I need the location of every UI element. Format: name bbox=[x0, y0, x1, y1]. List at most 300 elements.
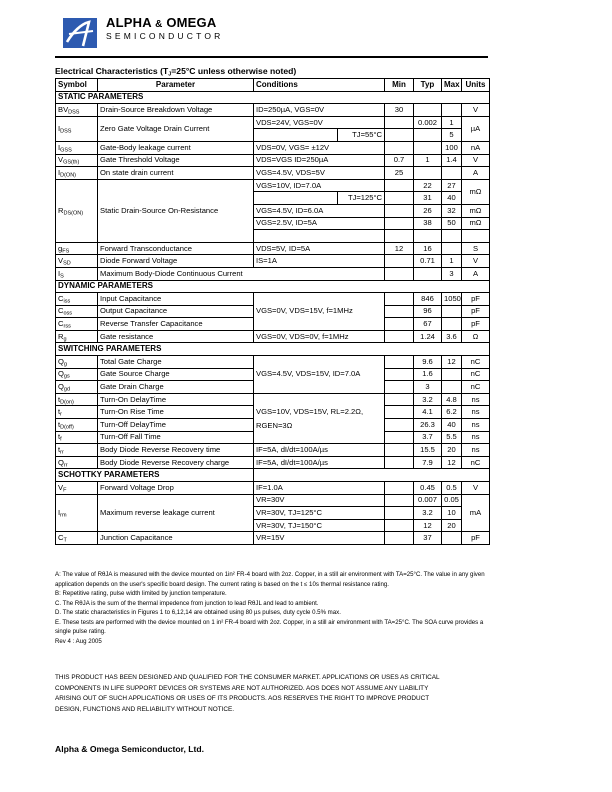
cell-text: BV bbox=[58, 104, 69, 114]
table-cell: pF bbox=[462, 318, 490, 331]
table-cell bbox=[56, 104, 98, 117]
table-cell: mA bbox=[462, 494, 490, 532]
table-cell: pF bbox=[462, 293, 490, 306]
table-cell bbox=[56, 444, 98, 457]
section-switching: SWITCHING PARAMETERS bbox=[56, 343, 490, 356]
table-cell: VR=30V, TJ=125°C bbox=[254, 507, 385, 520]
table-cell: V bbox=[462, 482, 490, 495]
table-cell: VGS=4.5V, VDS=5V bbox=[254, 167, 385, 180]
table-cell: VDS=VGS ID=250µA bbox=[254, 154, 385, 167]
note-d: D. The static characteristics in Figures 1 to 6,12,14 are obtained using 80 µs pulses, duty cycle 0.5% max. bbox=[55, 609, 341, 616]
table-cell: 3 bbox=[442, 267, 462, 280]
table-cell bbox=[56, 393, 98, 406]
table-cell: VGS=2.5V, ID=5A bbox=[254, 217, 385, 230]
cell-text: RGEN=3Ω bbox=[256, 420, 293, 430]
cell-text: I bbox=[58, 142, 61, 152]
table-cell: 20 bbox=[442, 519, 462, 532]
table-cell: Input Capacitance bbox=[98, 293, 254, 306]
table-cell: 50 bbox=[442, 217, 462, 230]
table-cell: 9.6 bbox=[414, 356, 442, 369]
table-cell bbox=[56, 431, 98, 444]
table-cell: 846 bbox=[414, 293, 442, 306]
header-divider bbox=[55, 56, 488, 58]
cell-text: R bbox=[58, 331, 64, 341]
table-cell bbox=[385, 293, 414, 306]
table-cell bbox=[414, 267, 442, 280]
table-cell: VR=15V bbox=[254, 532, 385, 545]
table-cell: VDS=24V, VGS=0V bbox=[254, 116, 385, 129]
table-cell: 30 bbox=[385, 104, 414, 117]
cell-text: I bbox=[58, 507, 61, 517]
table-cell: 1 bbox=[414, 154, 442, 167]
table-cell: pF bbox=[462, 532, 490, 545]
table-cell: Reverse Transfer Capacitance bbox=[98, 318, 254, 331]
table-cell: 4.8 bbox=[442, 393, 462, 406]
table-cell: 3.2 bbox=[414, 393, 442, 406]
table-cell: IF=5A, dI/dt=100A/µs bbox=[254, 456, 385, 469]
cell-text: rr bbox=[63, 462, 68, 469]
table-cell: On state drain current bbox=[98, 167, 254, 180]
table-cell: pF bbox=[462, 305, 490, 318]
cell-text: I bbox=[58, 167, 61, 177]
note-b: B: Repetitive rating, pulse width limited by junction temperature. bbox=[55, 590, 227, 597]
cell-text: D(off) bbox=[60, 424, 74, 431]
table-cell: IF=1.0A bbox=[254, 482, 385, 495]
table-cell: Gate Drain Charge bbox=[98, 381, 254, 394]
table-cell: 26 bbox=[414, 204, 442, 217]
cell-text: C bbox=[58, 306, 64, 316]
table-cell: VGS=0V, VDS=15V, f=1MHz bbox=[254, 293, 385, 331]
table-cell bbox=[385, 519, 414, 532]
table-cell bbox=[56, 368, 98, 381]
table-cell: 38 bbox=[414, 217, 442, 230]
col-min: Min bbox=[385, 79, 414, 92]
cell-text: T bbox=[63, 537, 67, 544]
cell-text: t bbox=[58, 445, 61, 455]
cell-text: V bbox=[58, 482, 64, 492]
table-cell bbox=[385, 456, 414, 469]
cell-text: rr bbox=[60, 449, 64, 456]
table-cell: IF=5A, dI/dt=100A/µs bbox=[254, 444, 385, 457]
cell-text: t bbox=[58, 394, 61, 404]
table-row bbox=[56, 456, 490, 469]
table-row bbox=[56, 444, 490, 457]
table-cell: V bbox=[462, 154, 490, 167]
table-cell: VGS=4.5V, ID=6.0A bbox=[254, 204, 385, 217]
brand-omega: OMEGA bbox=[166, 15, 217, 30]
table-cell: IS=1A bbox=[254, 255, 385, 268]
table-cell: ns bbox=[462, 431, 490, 444]
table-cell: Turn-On DelayTime bbox=[98, 393, 254, 406]
table-cell bbox=[385, 179, 414, 192]
table-cell bbox=[414, 141, 442, 154]
table-cell: 3 bbox=[414, 381, 442, 394]
table-cell bbox=[385, 141, 414, 154]
cell-text: gs bbox=[63, 373, 70, 380]
table-cell bbox=[385, 255, 414, 268]
table-cell: 0.45 bbox=[414, 482, 442, 495]
cell-text bbox=[56, 469, 490, 482]
cell-text: t bbox=[58, 432, 61, 442]
table-cell: 32 bbox=[442, 204, 462, 217]
table-row bbox=[56, 267, 490, 280]
company-footer: Alpha & Omega Semiconductor, Ltd. bbox=[55, 744, 204, 754]
table-cell: 40 bbox=[442, 419, 462, 432]
table-cell bbox=[462, 230, 490, 243]
table-cell bbox=[414, 129, 442, 142]
cell-text: SD bbox=[63, 260, 71, 267]
table-cell: 12 bbox=[414, 519, 442, 532]
table-cell bbox=[414, 230, 442, 243]
col-max: Max bbox=[442, 79, 462, 92]
col-parameter: Parameter bbox=[98, 79, 254, 92]
cell-text: VGS=10V, VDS=15V, RL=2.2Ω, bbox=[256, 406, 364, 416]
table-cell: µA bbox=[462, 116, 490, 141]
table-cell: TJ=125°C bbox=[338, 192, 385, 205]
table-cell: VDS=0V, VGS= ±12V bbox=[254, 141, 385, 154]
table-cell bbox=[442, 242, 462, 255]
footnotes bbox=[55, 570, 495, 646]
table-cell: mΩ bbox=[462, 204, 490, 217]
table-cell: 1.6 bbox=[414, 368, 442, 381]
table-cell: S bbox=[462, 242, 490, 255]
table-cell: 3.7 bbox=[414, 431, 442, 444]
note-a: A: The value of RθJA is measured with the device mounted on 1in² FR-4 board with 2oz. Copper, in a still air environment with TA=25°C. The value in any given application depends on the user's specific board design. The current rating is based on the t ≤ 10s thermal resistance rating. bbox=[55, 571, 485, 588]
table-cell bbox=[385, 393, 414, 406]
table-cell: Static Drain-Source On-Resistance bbox=[98, 179, 254, 242]
table-cell bbox=[442, 104, 462, 117]
cell-text: V bbox=[58, 256, 64, 266]
table-cell: ns bbox=[462, 444, 490, 457]
table-cell bbox=[385, 129, 414, 142]
table-row bbox=[56, 293, 490, 306]
table-cell bbox=[385, 507, 414, 520]
table-cell: Junction Capacitance bbox=[98, 532, 254, 545]
table-cell bbox=[385, 230, 414, 243]
table-cell: Gate Threshold Voltage bbox=[98, 154, 254, 167]
cell-text: D(on) bbox=[60, 399, 74, 406]
table-row bbox=[56, 154, 490, 167]
cell-text: t bbox=[58, 419, 61, 429]
table-cell bbox=[385, 356, 414, 369]
cell-text: DS(ON) bbox=[63, 210, 84, 217]
table-cell: 96 bbox=[414, 305, 442, 318]
cell-text: DSS bbox=[60, 128, 72, 135]
cell-text: C bbox=[58, 319, 64, 329]
cell-text: r bbox=[60, 411, 62, 418]
table-cell: VGS=0V, VDS=0V, f=1MHz bbox=[254, 330, 385, 343]
cell-text bbox=[56, 343, 490, 356]
table-cell: ns bbox=[462, 406, 490, 419]
table-cell: nC bbox=[462, 381, 490, 394]
cell-text: D(ON) bbox=[60, 172, 77, 179]
table-cell: V bbox=[462, 104, 490, 117]
table-cell: 12 bbox=[442, 456, 462, 469]
cell-text: GSS bbox=[60, 147, 72, 154]
table-cell: Turn-On Rise Time bbox=[98, 406, 254, 419]
table-cell: Forward Voltage Drop bbox=[98, 482, 254, 495]
table-cell: Gate Source Charge bbox=[98, 368, 254, 381]
table-cell bbox=[254, 393, 385, 443]
table-cell: Turn-Off DelayTime bbox=[98, 419, 254, 432]
brand-alpha: ALPHA bbox=[106, 15, 152, 30]
table-cell: VGS=10V, ID=7.0A bbox=[254, 179, 385, 192]
cell-text: f bbox=[60, 436, 62, 443]
cell-text: Q bbox=[58, 457, 64, 467]
table-cell: Drain-Source Breakdown Voltage bbox=[98, 104, 254, 117]
cell-text: R bbox=[58, 205, 64, 215]
cell-text: iss bbox=[63, 298, 71, 305]
table-cell bbox=[385, 431, 414, 444]
table-cell bbox=[385, 381, 414, 394]
cell-text: I bbox=[58, 268, 61, 278]
cell-text: gd bbox=[63, 386, 71, 393]
table-cell bbox=[385, 192, 414, 205]
col-conditions: Conditions bbox=[254, 79, 385, 92]
table-cell: nC bbox=[462, 456, 490, 469]
table-cell bbox=[385, 318, 414, 331]
table-cell: Forward Transconductance bbox=[98, 242, 254, 255]
table-cell bbox=[56, 494, 98, 532]
table-row bbox=[56, 167, 490, 180]
table-cell bbox=[385, 305, 414, 318]
table-cell bbox=[385, 419, 414, 432]
table-cell: VDS=5V, ID=5A bbox=[254, 242, 385, 255]
table-cell bbox=[56, 406, 98, 419]
table-cell: Total Gate Charge bbox=[98, 356, 254, 369]
table-cell bbox=[56, 154, 98, 167]
table-cell bbox=[56, 381, 98, 394]
table-cell bbox=[385, 444, 414, 457]
table-cell: Body Diode Reverse Recovery charge bbox=[98, 456, 254, 469]
cell-text bbox=[56, 280, 490, 293]
table-header-row bbox=[56, 79, 490, 92]
table-cell bbox=[385, 368, 414, 381]
table-cell bbox=[56, 255, 98, 268]
table-cell: A bbox=[462, 167, 490, 180]
table-cell: 0.5 bbox=[442, 482, 462, 495]
cell-text: C bbox=[58, 533, 64, 543]
table-cell: 1.4 bbox=[442, 154, 462, 167]
table-cell: Turn-Off Fall Time bbox=[98, 431, 254, 444]
table-cell bbox=[442, 167, 462, 180]
cell-text: DSS bbox=[68, 109, 80, 116]
table-row bbox=[56, 141, 490, 154]
alpha-omega-logo-icon bbox=[63, 18, 97, 48]
table-cell bbox=[385, 482, 414, 495]
table-cell bbox=[414, 104, 442, 117]
cell-text: g bbox=[63, 336, 67, 343]
table-cell bbox=[442, 318, 462, 331]
table-cell: Output Capacitance bbox=[98, 305, 254, 318]
cell-text: g bbox=[63, 361, 67, 368]
table-cell bbox=[56, 419, 98, 432]
cell-text: C bbox=[58, 293, 64, 303]
table-cell: 27 bbox=[442, 179, 462, 192]
table-cell bbox=[56, 167, 98, 180]
cell-text: I bbox=[58, 123, 61, 133]
table-cell: 1 bbox=[442, 116, 462, 129]
table-cell: 10 bbox=[442, 507, 462, 520]
cell-text: GS(th) bbox=[63, 159, 80, 166]
electrical-characteristics-table bbox=[55, 78, 490, 545]
table-cell: nA bbox=[462, 141, 490, 154]
cell-text: t bbox=[58, 407, 61, 417]
table-cell: mΩ bbox=[462, 179, 490, 204]
cell-text: Q bbox=[58, 382, 64, 392]
table-cell: 22 bbox=[414, 179, 442, 192]
table-cell bbox=[385, 116, 414, 129]
table-cell: 67 bbox=[414, 318, 442, 331]
table-row bbox=[56, 356, 490, 369]
table-cell: 5.5 bbox=[442, 431, 462, 444]
table-cell: 26.3 bbox=[414, 419, 442, 432]
table-cell: 0.007 bbox=[414, 494, 442, 507]
cell-text: V bbox=[58, 155, 64, 165]
note-c: C. The RθJA is the sum of the thermal impedence from junction to lead RθJL and lead to ambient. bbox=[55, 599, 319, 607]
table-cell bbox=[56, 356, 98, 369]
table-row bbox=[56, 330, 490, 343]
table-cell: Body Diode Reverse Recovery time bbox=[98, 444, 254, 457]
table-cell: 12 bbox=[385, 242, 414, 255]
table-cell bbox=[56, 179, 98, 242]
table-cell: ns bbox=[462, 419, 490, 432]
table-cell: TJ=55°C bbox=[338, 129, 385, 142]
table-cell: 0.7 bbox=[385, 154, 414, 167]
table-cell: ID=250µA, VGS=0V bbox=[254, 104, 385, 117]
table-row bbox=[56, 482, 490, 495]
table-cell: 15.5 bbox=[414, 444, 442, 457]
table-cell: 4.1 bbox=[414, 406, 442, 419]
table-cell: 1 bbox=[442, 255, 462, 268]
table-cell bbox=[56, 318, 98, 331]
table-row bbox=[56, 104, 490, 117]
table-cell bbox=[442, 305, 462, 318]
cell-text: rss bbox=[63, 323, 71, 330]
table-cell: Maximum Body-Diode Continuous Current bbox=[98, 267, 385, 280]
table-title: Electrical Characteristics ($T_J=25^\circ C$ unless otherwise noted) bbox=[55, 66, 297, 78]
table-cell: 0.002 bbox=[414, 116, 442, 129]
col-units: Units bbox=[462, 79, 490, 92]
table-cell: 37 bbox=[414, 532, 442, 545]
cell-text: Q bbox=[58, 369, 64, 379]
table-cell: 3.6 bbox=[442, 330, 462, 343]
table-cell: 5 bbox=[442, 129, 462, 142]
table-cell bbox=[414, 167, 442, 180]
table-cell bbox=[385, 532, 414, 545]
table-cell: nC bbox=[462, 368, 490, 381]
table-cell bbox=[56, 305, 98, 318]
table-cell bbox=[442, 532, 462, 545]
table-cell: mΩ bbox=[462, 217, 490, 230]
table-cell: 20 bbox=[442, 444, 462, 457]
table-row bbox=[56, 179, 490, 192]
table-cell bbox=[385, 267, 414, 280]
table-cell: ns bbox=[462, 393, 490, 406]
table-cell: 31 bbox=[414, 192, 442, 205]
table-cell bbox=[254, 129, 338, 142]
table-cell bbox=[442, 230, 462, 243]
table-cell: 0.71 bbox=[414, 255, 442, 268]
company-brand: ALPHA & OMEGA SEMICONDUCTOR bbox=[106, 15, 224, 41]
disclaimer: THIS PRODUCT HAS BEEN DESIGNED AND QUALIFIED FOR THE CONSUMER MARKET. APPLICATIONS OR USES AS CRITICAL COMPONENTS IN LIFE SUPPORT DEVICES OR SYSTEMS ARE NOT AUTHORIZED. AOS DOES NOT ASSUME ANY LIABILITY ARISING OUT OF SUCH APPLICATIONS OR USES OF ITS PRODUCTS. AOS RESERVES THE RIGHT TO IMPROVE PRODUCT DESIGN, FUNCTIONS AND RELIABILITY WITHOUT NOTICE. bbox=[55, 674, 440, 713]
table-cell: 25 bbox=[385, 167, 414, 180]
table-row bbox=[56, 242, 490, 255]
table-cell: 12 bbox=[442, 356, 462, 369]
note-e: E. These tests are performed with the device mounted on 1 in² FR-4 board with 2oz. Copper, in a still air environment with TA=25°C. The SOA curve provides a single pulse rating. bbox=[55, 618, 484, 635]
table-cell: 1.24 bbox=[414, 330, 442, 343]
cell-text bbox=[56, 91, 490, 104]
table-cell: 100 bbox=[442, 141, 462, 154]
table-cell bbox=[56, 532, 98, 545]
table-cell bbox=[56, 242, 98, 255]
cell-text: S bbox=[60, 273, 64, 280]
table-cell bbox=[385, 204, 414, 217]
cell-text: oss bbox=[63, 310, 73, 317]
table-cell bbox=[56, 293, 98, 306]
table-cell: Ω bbox=[462, 330, 490, 343]
table-cell: Zero Gate Voltage Drain Current bbox=[98, 116, 254, 141]
cell-text: FS bbox=[62, 248, 70, 255]
table-row bbox=[56, 116, 490, 129]
table-cell bbox=[56, 267, 98, 280]
table-cell: V bbox=[462, 255, 490, 268]
table-cell bbox=[56, 141, 98, 154]
table-cell: VR=30V, TJ=150°C bbox=[254, 519, 385, 532]
table-cell: Gate-Body leakage current bbox=[98, 141, 254, 154]
table-cell bbox=[385, 494, 414, 507]
table-cell: Maximum reverse leakage current bbox=[98, 494, 254, 532]
brand-subtitle: SEMICONDUCTOR bbox=[106, 31, 224, 41]
table-cell: Gate resistance bbox=[98, 330, 254, 343]
table-cell bbox=[56, 116, 98, 141]
cell-text: F bbox=[63, 487, 67, 494]
table-cell: 16 bbox=[414, 242, 442, 255]
table-cell bbox=[254, 230, 385, 243]
table-row bbox=[56, 532, 490, 545]
table-cell bbox=[56, 330, 98, 343]
table-cell bbox=[385, 217, 414, 230]
section-static: STATIC PARAMETERS bbox=[56, 91, 490, 104]
cell-text: Q bbox=[58, 356, 64, 366]
table-row bbox=[56, 494, 490, 507]
table-cell bbox=[56, 482, 98, 495]
table-cell bbox=[254, 469, 490, 482]
table-cell bbox=[385, 406, 414, 419]
table-cell bbox=[442, 381, 462, 394]
cell-text: g bbox=[58, 243, 63, 253]
table-cell: Diode Forward Voltage bbox=[98, 255, 254, 268]
cell-text: rm bbox=[60, 512, 67, 519]
table-cell bbox=[56, 456, 98, 469]
table-cell: 3.2 bbox=[414, 507, 442, 520]
section-dynamic: DYNAMIC PARAMETERS bbox=[56, 280, 490, 293]
col-typ: Typ bbox=[414, 79, 442, 92]
table-cell: VR=30V bbox=[254, 494, 385, 507]
revision: Rev 4 : Aug 2005 bbox=[55, 637, 102, 645]
table-cell: 7.9 bbox=[414, 456, 442, 469]
table-cell: 1050 bbox=[442, 293, 462, 306]
table-row bbox=[56, 255, 490, 268]
table-cell bbox=[254, 192, 338, 205]
col-symbol: Symbol bbox=[56, 79, 98, 92]
table-cell bbox=[385, 330, 414, 343]
table-cell: 40 bbox=[442, 192, 462, 205]
table-cell: 0.05 bbox=[442, 494, 462, 507]
table-cell: 6.2 bbox=[442, 406, 462, 419]
table-cell: A bbox=[462, 267, 490, 280]
table-cell bbox=[442, 368, 462, 381]
